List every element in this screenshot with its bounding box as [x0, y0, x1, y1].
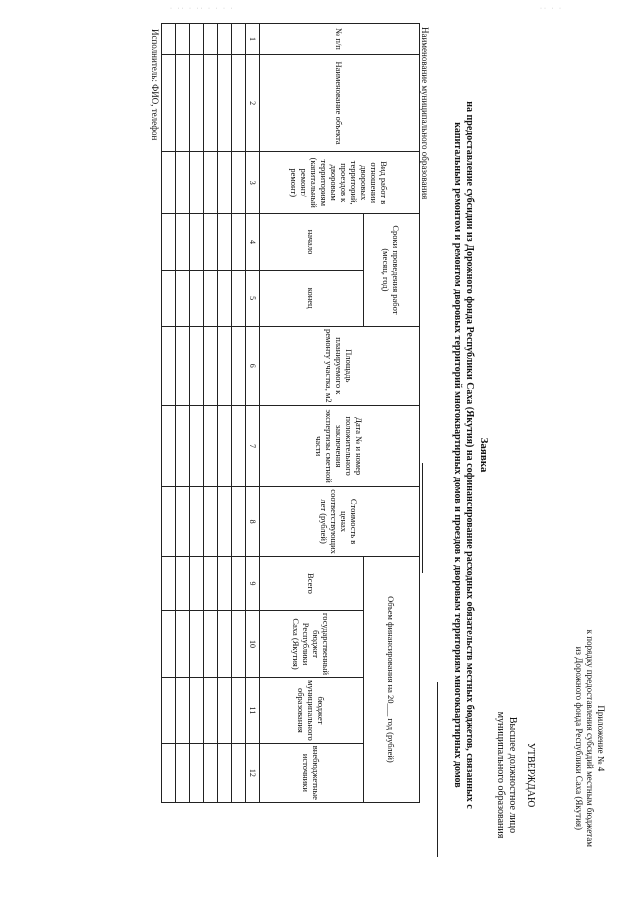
header-total: Всего — [260, 556, 364, 610]
header-cost: Стоимость в ценах соответствующих лет (рублей) — [260, 487, 420, 557]
header-municipal-budget: бюджет муниципального образования — [260, 678, 364, 744]
scan-noise-right: ·· · · — [540, 6, 563, 12]
column-number: 11 — [246, 678, 260, 744]
approval-heading: УТВЕРЖДАЮ — [525, 742, 536, 808]
executor-line: Исполнитель: ФИО, телефон — [150, 29, 160, 141]
header-num: № п/п — [260, 24, 420, 55]
header-expertise: Дата № и номер положительного заключения экспертизы сметной части — [260, 406, 420, 487]
approval-official-2: муниципального образования — [495, 711, 506, 839]
fill-line — [422, 463, 423, 573]
header-area: Площадь планируемого к ремонту участка, м2 — [260, 326, 420, 405]
approval-block — [494, 695, 536, 855]
rotated-document-page — [20, 15, 620, 895]
header-period: Сроки проведения работ (месяц, год) — [364, 214, 420, 326]
column-number: 12 — [246, 743, 260, 802]
application-table — [161, 23, 420, 803]
column-number: 10 — [246, 611, 260, 678]
header-work-type: Вид работ в отношении дворовых территорий, проездов к дворовым территориям (капитальный ремонт/ ремонт) — [260, 152, 420, 214]
table-row — [232, 24, 246, 803]
header-object: Наименование объекта — [260, 55, 420, 152]
header-end: конец — [260, 270, 364, 326]
appendix-number: Приложение № 4 — [596, 705, 606, 772]
column-number: 4 — [246, 214, 260, 271]
signature-line — [437, 682, 438, 857]
column-number: 3 — [246, 152, 260, 214]
header-financing: Объем финансирования на 20___ год (рублей) — [364, 556, 420, 802]
table-row — [190, 24, 204, 803]
column-number: 5 — [246, 270, 260, 326]
document-subtitle: на предоставление субсидии из Дорожного фонда Республики Саха (Якутия) на софинансирование расходных обязательств местных бюджетов, связанных с капитальным ремонтом и ремонтом дворовых территорий многоквартирных домов и проездов к дворовым территориям многоквартирных домов — [452, 101, 475, 809]
approval-official-1: Высшее должностное лицо — [507, 716, 518, 834]
header-start: начало — [260, 214, 364, 271]
column-number: 1 — [246, 24, 260, 55]
column-number: 6 — [246, 326, 260, 405]
table-row — [162, 24, 176, 803]
table-row — [218, 24, 232, 803]
appendix-text-2: из Дорожного фонда Республики Саха (Якутия) — [574, 646, 584, 831]
header-state-budget: государственный бюджет Республики Саха (Якутия) — [260, 611, 364, 678]
table-row — [176, 24, 190, 803]
municipality-label: Наименование муниципального образования — [420, 27, 430, 200]
scan-noise-left: · ·· · ·· · · · · — [170, 6, 235, 12]
appendix-block — [573, 630, 606, 847]
column-number: 8 — [246, 487, 260, 557]
column-number: 7 — [246, 406, 260, 487]
column-number: 9 — [246, 556, 260, 610]
table-row — [204, 24, 218, 803]
column-number: 2 — [246, 55, 260, 152]
appendix-text-1: к порядку предоставления субсидий местным бюджетам — [585, 629, 595, 847]
header-extra-budget: внебюджетные источники — [260, 743, 364, 802]
document-title: Заявка — [478, 437, 490, 473]
